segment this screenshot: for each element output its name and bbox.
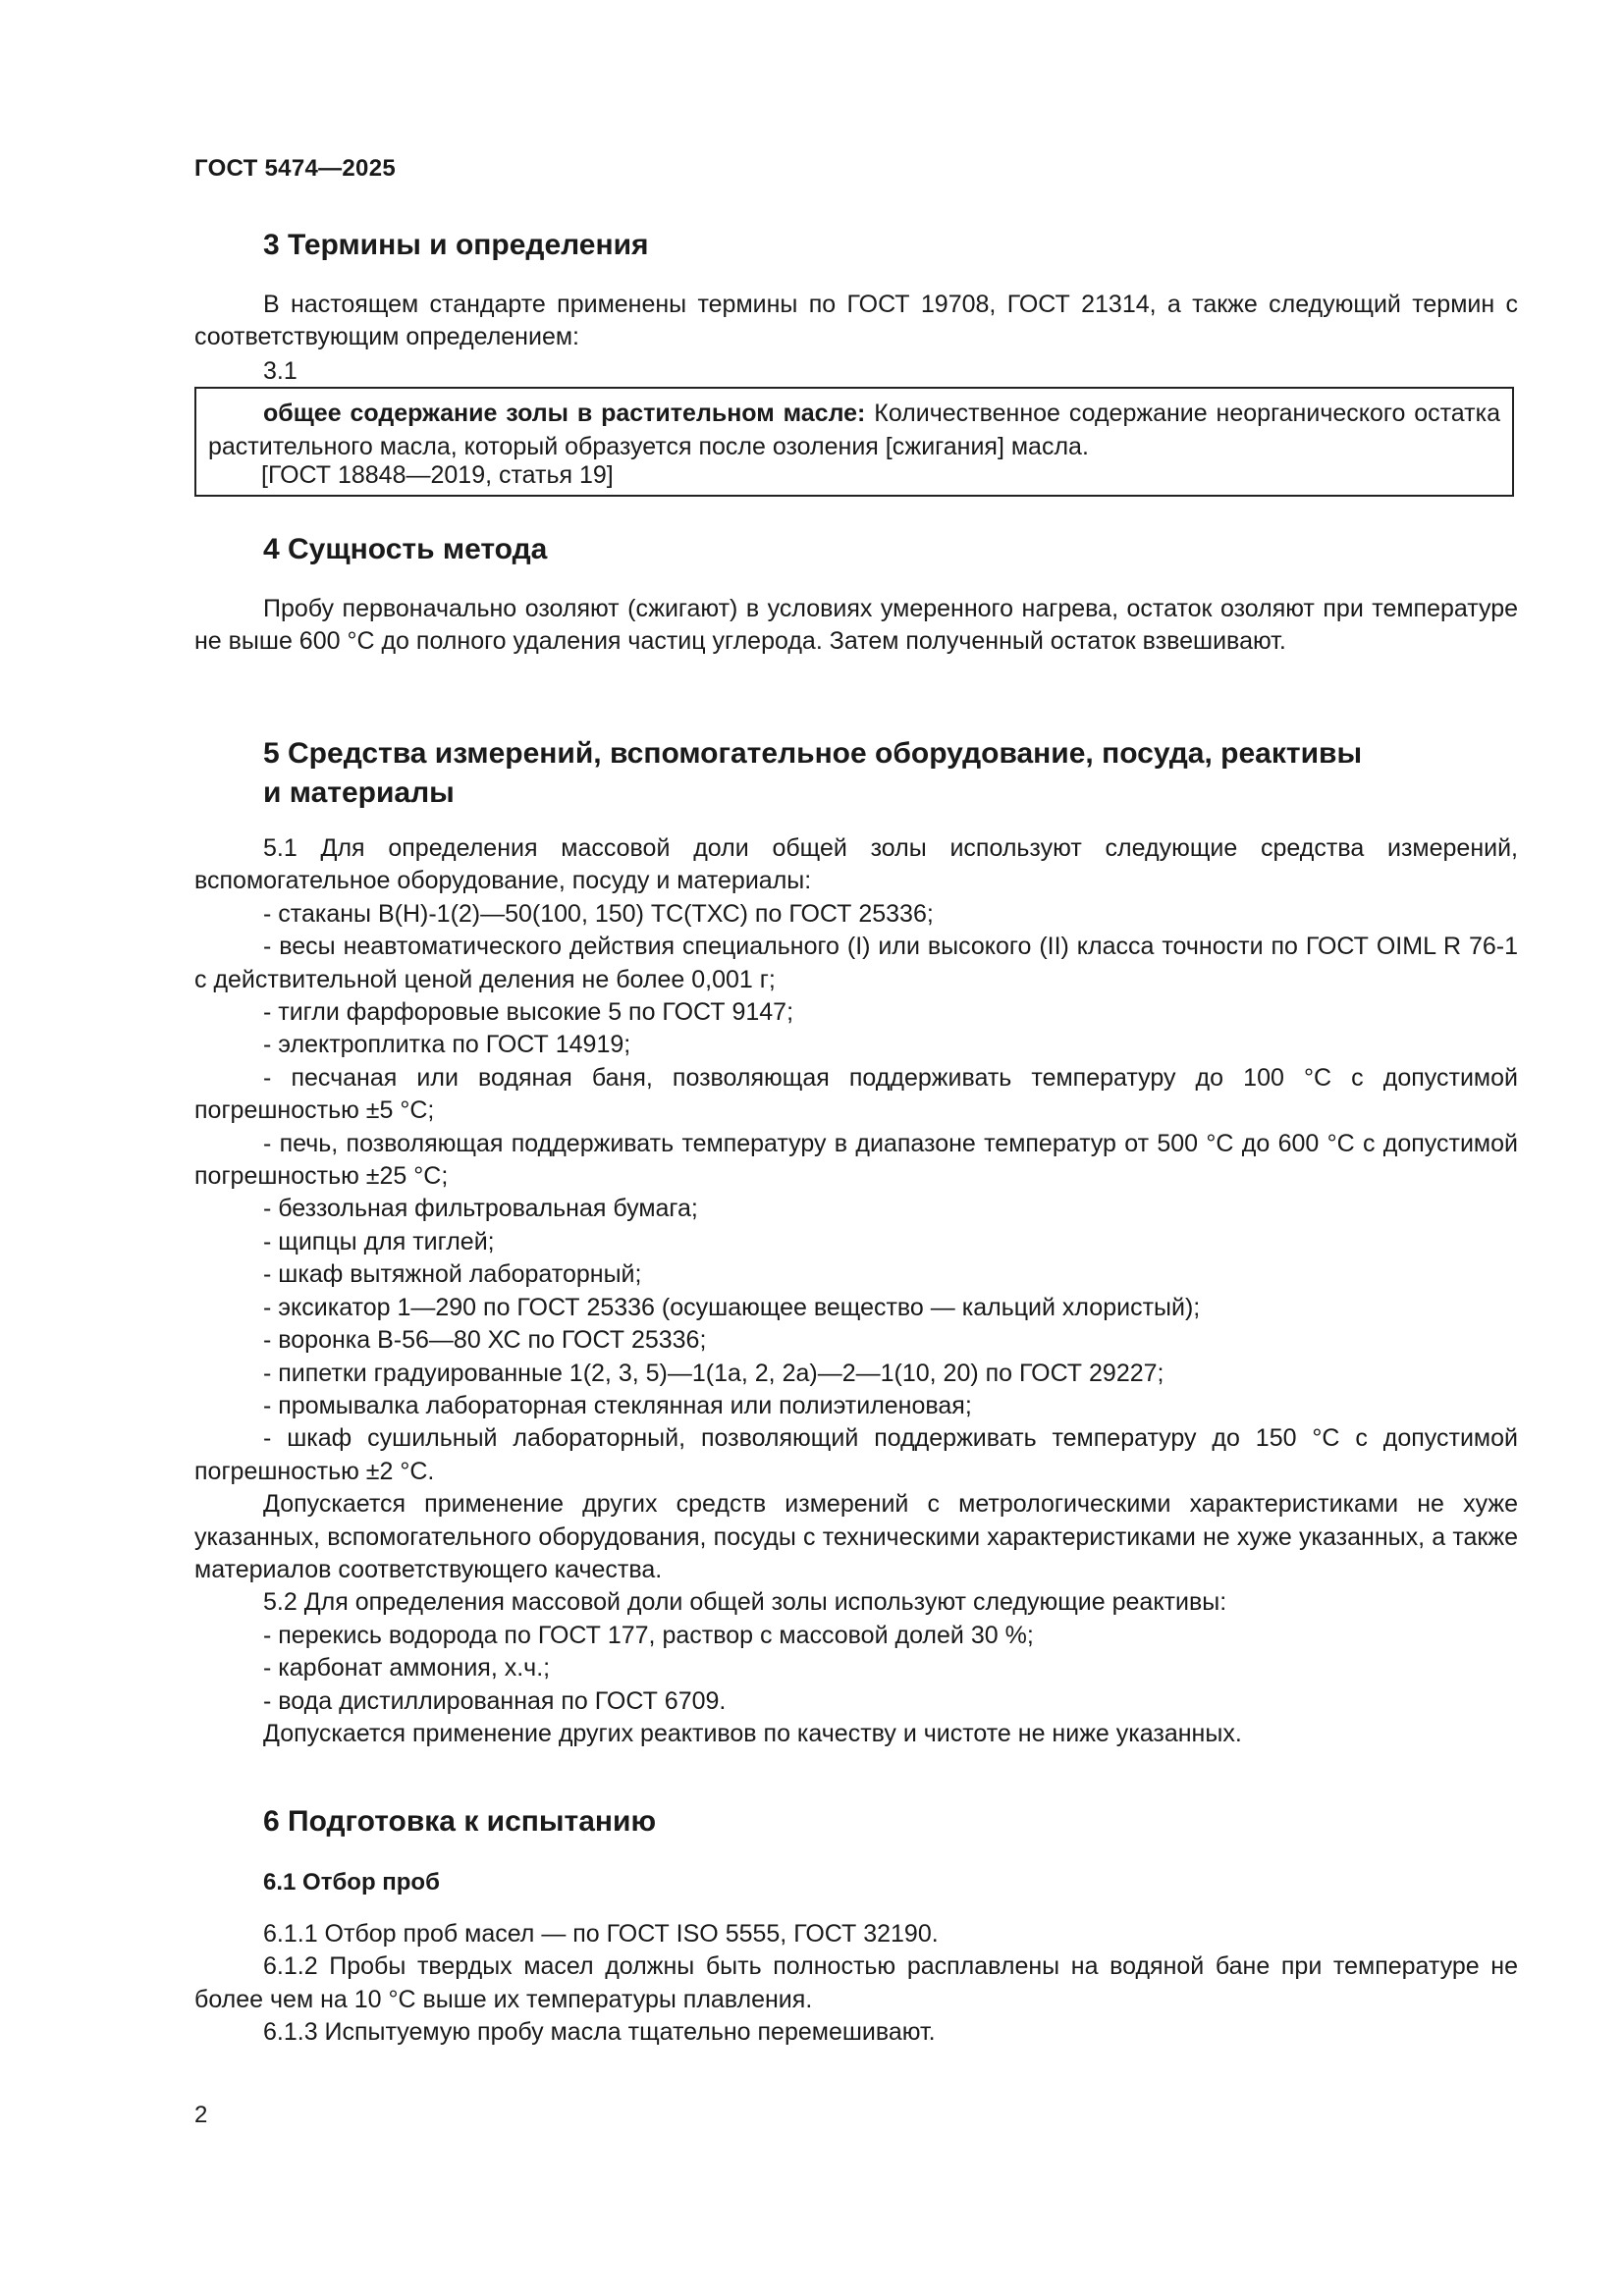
section-3-title: 3 Термины и определения bbox=[263, 229, 649, 261]
term-source: [ГОСТ 18848—2019, статья 19] bbox=[261, 461, 614, 489]
para-5-2: 5.2 Для определения массовой доли общей золы используют следующие реактивы: bbox=[263, 1588, 1227, 1617]
section-5-title bbox=[263, 734, 1518, 813]
section-3-intro-text: В настоящем стандарте применены термины по ГОСТ 19708, ГОСТ 21314, а также следующий термин с соответствующим определением: bbox=[194, 291, 1518, 351]
list-item: - щипцы для тиглей; bbox=[263, 1227, 495, 1255]
section-3-intro bbox=[194, 289, 1518, 354]
section-6-title: 6 Подготовка к испытанию bbox=[263, 1805, 657, 1838]
section-6-body bbox=[194, 1918, 1518, 2050]
section-4-text: Пробу первоначально озоляют (сжигают) в условиях умеренного нагрева, остаток озоляют при температуре не выше 600 °С до полного удаления частиц углерода. Затем полученный остаток взвешивают. bbox=[194, 595, 1518, 656]
list-item: - стаканы В(Н)-1(2)—50(100, 150) ТС(ТХС) по ГОСТ 25336; bbox=[263, 899, 934, 928]
term-definition-box bbox=[194, 387, 1514, 497]
para-allowance-equipment: Допускается применение других средств измерений с метрологическими характеристиками не хуже указанных, вспомогательного оборудования, посуды с техническими характеристиками не хуже указанных, а также материалов соответствующего качества. bbox=[194, 1490, 1518, 1583]
list-item: - электроплитка по ГОСТ 14919; bbox=[263, 1031, 631, 1059]
list-item: - шкаф сушильный лабораторный, позволяющий поддерживать температуру до 150 °С с допустимой погрешностью ±2 °С. bbox=[194, 1424, 1518, 1485]
term-number bbox=[194, 355, 1518, 388]
list-item: - шкаф вытяжной лабораторный; bbox=[263, 1260, 642, 1289]
section-4-body bbox=[194, 593, 1518, 659]
para-5-1: 5.1 Для определения массовой доли общей золы используют следующие средства измерений, вспомогательное оборудование, посуду и материалы: bbox=[194, 834, 1518, 895]
term-definition bbox=[208, 397, 1500, 463]
subsection-6-1-title: 6.1 Отбор проб bbox=[263, 1869, 440, 1896]
reagent-item: - вода дистиллированная по ГОСТ 6709. bbox=[263, 1686, 727, 1715]
section-5-title-line-2: и материалы bbox=[263, 776, 455, 809]
list-item: - эксикатор 1—290 по ГОСТ 25336 (осушающее вещество — кальций хлористый); bbox=[263, 1293, 1201, 1321]
reagent-item: - перекись водорода по ГОСТ 177, раствор с массовой долей 30 %; bbox=[263, 1621, 1034, 1649]
list-item: - промывалка лабораторная стеклянная или полиэтиленовая; bbox=[263, 1391, 972, 1419]
page-number: 2 bbox=[194, 2102, 208, 2128]
term-name: общее содержание золы в растительном масле: bbox=[263, 400, 866, 427]
list-item: - весы неавтоматического действия специального (I) или высокого (II) класса точности по ГОСТ OIML R 76-1 с действительной ценой деления не более 0,001 г; bbox=[194, 933, 1518, 993]
list-item: - печь, позволяющая поддерживать температуру в диапазоне температур от 500 °С до 600 °С с допустимой погрешностью ±25 °С; bbox=[194, 1129, 1518, 1191]
para-6-1-3: 6.1.3 Испытуемую пробу масла тщательно перемешивают. bbox=[263, 2018, 936, 2047]
list-item: - воронка В-56—80 ХС по ГОСТ 25336; bbox=[263, 1326, 707, 1355]
section-4-title: 4 Сущность метода bbox=[263, 533, 548, 565]
section-5-title-line-1: 5 Средства измерений, вспомогательное оборудование, посуда, реактивы bbox=[263, 737, 1363, 770]
para-6-1-1: 6.1.1 Отбор проб масел — по ГОСТ ISO 5555, ГОСТ 32190. bbox=[263, 1920, 939, 1948]
para-allowance-reagents: Допускается применение других реактивов по качеству и чистоте не ниже указанных. bbox=[263, 1719, 1242, 1747]
list-item: - беззольная фильтровальная бумага; bbox=[263, 1195, 698, 1223]
document-header: ГОСТ 5474—2025 bbox=[194, 155, 397, 182]
list-item: - песчаная или водяная баня, позволяющая поддерживать температуру до 100 °С с допустимой погрешностью ±5 °С; bbox=[194, 1063, 1518, 1125]
section-5-body bbox=[194, 832, 1518, 1750]
list-item: - пипетки градуированные 1(2, 3, 5)—1(1а, 2, 2а)—2—1(10, 20) по ГОСТ 29227; bbox=[263, 1359, 1164, 1387]
para-6-1-2: 6.1.2 Пробы твердых масел должны быть полностью расплавлены на водяной бане при температуре не более чем на 10 °С выше их температуры плавления. bbox=[194, 1952, 1518, 2013]
term-text: Количественное содержание неорганического остатка растительного масла, который образуется после озоления [сжигания] масла. bbox=[208, 400, 1501, 460]
reagent-item: - карбонат аммония, х.ч.; bbox=[263, 1654, 551, 1682]
term-number-text: 3.1 bbox=[263, 357, 298, 385]
list-item: - тигли фарфоровые высокие 5 по ГОСТ 9147; bbox=[263, 998, 794, 1027]
